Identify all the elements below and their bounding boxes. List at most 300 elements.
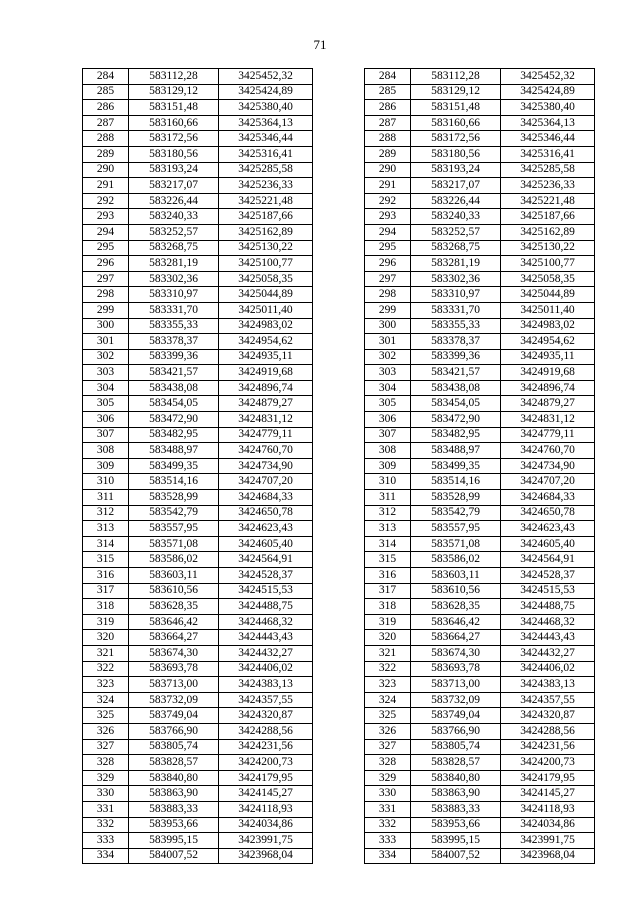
- right-point-number-cell: 322: [365, 661, 411, 677]
- left-y-coordinate-cell: 3425364,13: [219, 115, 313, 131]
- right-y-coordinate-cell: 3425346,44: [501, 131, 595, 147]
- right-y-coordinate-cell: 3424983,02: [501, 318, 595, 334]
- left-point-number-cell: 314: [83, 536, 129, 552]
- left-x-coordinate-cell: 583193,24: [129, 162, 219, 178]
- left-x-coordinate-cell: 583603,11: [129, 568, 219, 584]
- right-x-coordinate-cell: 583438,08: [411, 380, 501, 396]
- column-gap: [313, 801, 365, 817]
- left-y-coordinate-cell: 3424831,12: [219, 412, 313, 428]
- right-x-coordinate-cell: 583302,36: [411, 271, 501, 287]
- right-x-coordinate-cell: 583399,36: [411, 349, 501, 365]
- column-gap: [313, 521, 365, 537]
- table-row: [83, 287, 595, 303]
- left-x-coordinate-cell: 583112,28: [129, 69, 219, 85]
- table-row: [83, 630, 595, 646]
- right-y-coordinate-cell: 3425100,77: [501, 256, 595, 272]
- left-y-coordinate-cell: 3425011,40: [219, 302, 313, 318]
- left-y-coordinate-cell: 3424320,87: [219, 708, 313, 724]
- right-y-coordinate-cell: 3424919,68: [501, 365, 595, 381]
- left-point-number-cell: 286: [83, 100, 129, 116]
- left-y-coordinate-cell: 3424896,74: [219, 380, 313, 396]
- left-x-coordinate-cell: 584007,52: [129, 848, 219, 864]
- right-y-coordinate-cell: 3425044,89: [501, 287, 595, 303]
- left-point-number-cell: 291: [83, 178, 129, 194]
- left-y-coordinate-cell: 3424179,95: [219, 770, 313, 786]
- column-gap: [313, 302, 365, 318]
- column-gap: [313, 427, 365, 443]
- right-x-coordinate-cell: 583628,35: [411, 599, 501, 615]
- left-x-coordinate-cell: 583172,56: [129, 131, 219, 147]
- column-gap: [313, 536, 365, 552]
- left-point-number-cell: 300: [83, 318, 129, 334]
- left-y-coordinate-cell: 3425346,44: [219, 131, 313, 147]
- left-y-coordinate-cell: 3423968,04: [219, 848, 313, 864]
- right-point-number-cell: 314: [365, 536, 411, 552]
- table-row: [83, 318, 595, 334]
- column-gap: [313, 490, 365, 506]
- right-point-number-cell: 312: [365, 505, 411, 521]
- right-y-coordinate-cell: 3425162,89: [501, 224, 595, 240]
- left-x-coordinate-cell: 583268,75: [129, 240, 219, 256]
- right-point-number-cell: 323: [365, 677, 411, 693]
- left-point-number-cell: 321: [83, 645, 129, 661]
- left-x-coordinate-cell: 583310,97: [129, 287, 219, 303]
- left-y-coordinate-cell: 3424879,27: [219, 396, 313, 412]
- right-x-coordinate-cell: 583603,11: [411, 568, 501, 584]
- right-y-coordinate-cell: 3423991,75: [501, 833, 595, 849]
- table-row: [83, 162, 595, 178]
- column-gap: [313, 505, 365, 521]
- right-x-coordinate-cell: 583281,19: [411, 256, 501, 272]
- right-point-number-cell: 284: [365, 69, 411, 85]
- table-row: [83, 661, 595, 677]
- left-y-coordinate-cell: 3424734,90: [219, 458, 313, 474]
- column-gap: [313, 708, 365, 724]
- left-point-number-cell: 295: [83, 240, 129, 256]
- left-x-coordinate-cell: 583628,35: [129, 599, 219, 615]
- column-gap: [313, 162, 365, 178]
- right-point-number-cell: 306: [365, 412, 411, 428]
- right-point-number-cell: 296: [365, 256, 411, 272]
- table-row: [83, 412, 595, 428]
- left-x-coordinate-cell: 583355,33: [129, 318, 219, 334]
- left-y-coordinate-cell: 3425162,89: [219, 224, 313, 240]
- right-point-number-cell: 324: [365, 692, 411, 708]
- column-gap: [313, 271, 365, 287]
- right-x-coordinate-cell: 583482,95: [411, 427, 501, 443]
- left-point-number-cell: 333: [83, 833, 129, 849]
- left-point-number-cell: 322: [83, 661, 129, 677]
- right-x-coordinate-cell: 583112,28: [411, 69, 501, 85]
- left-x-coordinate-cell: 583378,37: [129, 334, 219, 350]
- table-row: [83, 240, 595, 256]
- left-point-number-cell: 288: [83, 131, 129, 147]
- right-point-number-cell: 325: [365, 708, 411, 724]
- right-point-number-cell: 300: [365, 318, 411, 334]
- left-x-coordinate-cell: 583646,42: [129, 614, 219, 630]
- column-gap: [313, 349, 365, 365]
- right-y-coordinate-cell: 3424760,70: [501, 443, 595, 459]
- right-x-coordinate-cell: 583499,35: [411, 458, 501, 474]
- left-x-coordinate-cell: 583281,19: [129, 256, 219, 272]
- right-x-coordinate-cell: 583828,57: [411, 755, 501, 771]
- table-row: [83, 84, 595, 100]
- left-x-coordinate-cell: 583217,07: [129, 178, 219, 194]
- table-row: [83, 302, 595, 318]
- left-x-coordinate-cell: 583472,90: [129, 412, 219, 428]
- left-x-coordinate-cell: 583421,57: [129, 365, 219, 381]
- left-point-number-cell: 315: [83, 552, 129, 568]
- right-point-number-cell: 298: [365, 287, 411, 303]
- column-gap: [313, 256, 365, 272]
- table-row: [83, 334, 595, 350]
- right-x-coordinate-cell: 583953,66: [411, 817, 501, 833]
- right-y-coordinate-cell: 3424650,78: [501, 505, 595, 521]
- column-gap: [313, 334, 365, 350]
- table-row: [83, 443, 595, 459]
- column-gap: [313, 614, 365, 630]
- right-point-number-cell: 299: [365, 302, 411, 318]
- left-point-number-cell: 297: [83, 271, 129, 287]
- table-row: [83, 614, 595, 630]
- right-x-coordinate-cell: 583252,57: [411, 224, 501, 240]
- right-x-coordinate-cell: 583268,75: [411, 240, 501, 256]
- left-x-coordinate-cell: 583840,80: [129, 770, 219, 786]
- left-y-coordinate-cell: 3425221,48: [219, 193, 313, 209]
- right-point-number-cell: 331: [365, 801, 411, 817]
- right-y-coordinate-cell: 3425364,13: [501, 115, 595, 131]
- right-y-coordinate-cell: 3424954,62: [501, 334, 595, 350]
- table-row: [83, 786, 595, 802]
- left-point-number-cell: 312: [83, 505, 129, 521]
- right-point-number-cell: 330: [365, 786, 411, 802]
- left-point-number-cell: 317: [83, 583, 129, 599]
- right-y-coordinate-cell: 3424231,56: [501, 739, 595, 755]
- right-x-coordinate-cell: 583454,05: [411, 396, 501, 412]
- column-gap: [313, 552, 365, 568]
- right-y-coordinate-cell: 3424443,43: [501, 630, 595, 646]
- left-y-coordinate-cell: 3425100,77: [219, 256, 313, 272]
- right-point-number-cell: 287: [365, 115, 411, 131]
- right-x-coordinate-cell: 583586,02: [411, 552, 501, 568]
- table-row: [83, 817, 595, 833]
- table-row: [83, 770, 595, 786]
- left-point-number-cell: 284: [83, 69, 129, 85]
- right-y-coordinate-cell: 3424200,73: [501, 755, 595, 771]
- left-y-coordinate-cell: 3424650,78: [219, 505, 313, 521]
- right-x-coordinate-cell: 583805,74: [411, 739, 501, 755]
- right-x-coordinate-cell: 583528,99: [411, 490, 501, 506]
- left-point-number-cell: 324: [83, 692, 129, 708]
- right-x-coordinate-cell: 583674,30: [411, 645, 501, 661]
- right-x-coordinate-cell: 583240,33: [411, 209, 501, 225]
- column-gap: [313, 287, 365, 303]
- table-row: [83, 521, 595, 537]
- right-point-number-cell: 313: [365, 521, 411, 537]
- right-point-number-cell: 318: [365, 599, 411, 615]
- right-y-coordinate-cell: 3424935,11: [501, 349, 595, 365]
- left-point-number-cell: 309: [83, 458, 129, 474]
- right-point-number-cell: 308: [365, 443, 411, 459]
- right-point-number-cell: 295: [365, 240, 411, 256]
- column-gap: [313, 677, 365, 693]
- left-x-coordinate-cell: 583766,90: [129, 723, 219, 739]
- table-row: [83, 848, 595, 864]
- right-y-coordinate-cell: 3424831,12: [501, 412, 595, 428]
- column-gap: [313, 100, 365, 116]
- right-point-number-cell: 307: [365, 427, 411, 443]
- right-y-coordinate-cell: 3424707,20: [501, 474, 595, 490]
- table-row: [83, 349, 595, 365]
- right-y-coordinate-cell: 3424383,13: [501, 677, 595, 693]
- right-x-coordinate-cell: 583160,66: [411, 115, 501, 131]
- right-y-coordinate-cell: 3425316,41: [501, 146, 595, 162]
- right-x-coordinate-cell: 583610,56: [411, 583, 501, 599]
- right-x-coordinate-cell: 583355,33: [411, 318, 501, 334]
- left-y-coordinate-cell: 3425044,89: [219, 287, 313, 303]
- column-gap: [313, 115, 365, 131]
- column-gap: [313, 786, 365, 802]
- column-gap: [313, 692, 365, 708]
- left-x-coordinate-cell: 583995,15: [129, 833, 219, 849]
- left-point-number-cell: 302: [83, 349, 129, 365]
- left-x-coordinate-cell: 583180,56: [129, 146, 219, 162]
- left-x-coordinate-cell: 583713,00: [129, 677, 219, 693]
- left-point-number-cell: 313: [83, 521, 129, 537]
- column-gap: [313, 131, 365, 147]
- left-y-coordinate-cell: 3424432,27: [219, 645, 313, 661]
- column-gap: [313, 817, 365, 833]
- right-y-coordinate-cell: 3424320,87: [501, 708, 595, 724]
- right-x-coordinate-cell: 583883,33: [411, 801, 501, 817]
- left-point-number-cell: 304: [83, 380, 129, 396]
- column-gap: [313, 458, 365, 474]
- right-y-coordinate-cell: 3424406,02: [501, 661, 595, 677]
- left-point-number-cell: 290: [83, 162, 129, 178]
- left-y-coordinate-cell: 3424383,13: [219, 677, 313, 693]
- right-y-coordinate-cell: 3424896,74: [501, 380, 595, 396]
- column-gap: [313, 365, 365, 381]
- left-point-number-cell: 329: [83, 770, 129, 786]
- left-point-number-cell: 316: [83, 568, 129, 584]
- right-x-coordinate-cell: 583995,15: [411, 833, 501, 849]
- left-x-coordinate-cell: 583151,48: [129, 100, 219, 116]
- right-y-coordinate-cell: 3425380,40: [501, 100, 595, 116]
- right-point-number-cell: 329: [365, 770, 411, 786]
- left-y-coordinate-cell: 3425187,66: [219, 209, 313, 225]
- right-y-coordinate-cell: 3424623,43: [501, 521, 595, 537]
- table-row: [83, 100, 595, 116]
- right-y-coordinate-cell: 3424488,75: [501, 599, 595, 615]
- right-x-coordinate-cell: 583840,80: [411, 770, 501, 786]
- right-x-coordinate-cell: 583172,56: [411, 131, 501, 147]
- left-x-coordinate-cell: 583129,12: [129, 84, 219, 100]
- right-point-number-cell: 333: [365, 833, 411, 849]
- table-row: [83, 69, 595, 85]
- right-y-coordinate-cell: 3423968,04: [501, 848, 595, 864]
- left-point-number-cell: 332: [83, 817, 129, 833]
- right-x-coordinate-cell: 583226,44: [411, 193, 501, 209]
- table-row: [83, 723, 595, 739]
- column-gap: [313, 568, 365, 584]
- right-y-coordinate-cell: 3425285,58: [501, 162, 595, 178]
- left-point-number-cell: 334: [83, 848, 129, 864]
- left-point-number-cell: 320: [83, 630, 129, 646]
- left-point-number-cell: 294: [83, 224, 129, 240]
- right-x-coordinate-cell: 583557,95: [411, 521, 501, 537]
- table-row: [83, 677, 595, 693]
- left-y-coordinate-cell: 3424231,56: [219, 739, 313, 755]
- left-y-coordinate-cell: 3423991,75: [219, 833, 313, 849]
- left-point-number-cell: 323: [83, 677, 129, 693]
- column-gap: [313, 755, 365, 771]
- left-x-coordinate-cell: 583528,99: [129, 490, 219, 506]
- right-y-coordinate-cell: 3424879,27: [501, 396, 595, 412]
- right-y-coordinate-cell: 3424605,40: [501, 536, 595, 552]
- left-point-number-cell: 298: [83, 287, 129, 303]
- right-point-number-cell: 328: [365, 755, 411, 771]
- left-point-number-cell: 296: [83, 256, 129, 272]
- left-point-number-cell: 293: [83, 209, 129, 225]
- right-x-coordinate-cell: 583331,70: [411, 302, 501, 318]
- coordinates-table: [82, 68, 595, 864]
- column-gap: [313, 630, 365, 646]
- column-gap: [313, 224, 365, 240]
- right-y-coordinate-cell: 3424357,55: [501, 692, 595, 708]
- right-point-number-cell: 327: [365, 739, 411, 755]
- right-point-number-cell: 334: [365, 848, 411, 864]
- table-row: [83, 131, 595, 147]
- left-x-coordinate-cell: 583805,74: [129, 739, 219, 755]
- table-row: [83, 396, 595, 412]
- left-y-coordinate-cell: 3424515,53: [219, 583, 313, 599]
- left-point-number-cell: 306: [83, 412, 129, 428]
- left-point-number-cell: 328: [83, 755, 129, 771]
- right-y-coordinate-cell: 3424432,27: [501, 645, 595, 661]
- right-x-coordinate-cell: 583421,57: [411, 365, 501, 381]
- left-point-number-cell: 318: [83, 599, 129, 615]
- left-x-coordinate-cell: 583883,33: [129, 801, 219, 817]
- table-row: [83, 552, 595, 568]
- table-row: [83, 271, 595, 287]
- column-gap: [313, 583, 365, 599]
- table-row: [83, 755, 595, 771]
- column-gap: [313, 833, 365, 849]
- right-y-coordinate-cell: 3424515,53: [501, 583, 595, 599]
- left-x-coordinate-cell: 583302,36: [129, 271, 219, 287]
- column-gap: [313, 599, 365, 615]
- column-gap: [313, 739, 365, 755]
- right-x-coordinate-cell: 583514,16: [411, 474, 501, 490]
- right-point-number-cell: 290: [365, 162, 411, 178]
- right-point-number-cell: 311: [365, 490, 411, 506]
- left-y-coordinate-cell: 3425316,41: [219, 146, 313, 162]
- left-point-number-cell: 308: [83, 443, 129, 459]
- right-y-coordinate-cell: 3424684,33: [501, 490, 595, 506]
- left-y-coordinate-cell: 3424564,91: [219, 552, 313, 568]
- table-row: [83, 490, 595, 506]
- left-y-coordinate-cell: 3425380,40: [219, 100, 313, 116]
- left-x-coordinate-cell: 583586,02: [129, 552, 219, 568]
- left-x-coordinate-cell: 583610,56: [129, 583, 219, 599]
- left-point-number-cell: 305: [83, 396, 129, 412]
- left-x-coordinate-cell: 583454,05: [129, 396, 219, 412]
- left-y-coordinate-cell: 3425424,89: [219, 84, 313, 100]
- left-y-coordinate-cell: 3424443,43: [219, 630, 313, 646]
- right-y-coordinate-cell: 3425221,48: [501, 193, 595, 209]
- column-gap: [313, 193, 365, 209]
- right-point-number-cell: 316: [365, 568, 411, 584]
- column-gap: [313, 84, 365, 100]
- right-x-coordinate-cell: 583749,04: [411, 708, 501, 724]
- right-point-number-cell: 286: [365, 100, 411, 116]
- table-row: [83, 256, 595, 272]
- right-x-coordinate-cell: 583378,37: [411, 334, 501, 350]
- left-x-coordinate-cell: 583331,70: [129, 302, 219, 318]
- right-point-number-cell: 317: [365, 583, 411, 599]
- left-y-coordinate-cell: 3424145,27: [219, 786, 313, 802]
- right-x-coordinate-cell: 583472,90: [411, 412, 501, 428]
- left-x-coordinate-cell: 583732,09: [129, 692, 219, 708]
- left-x-coordinate-cell: 583252,57: [129, 224, 219, 240]
- left-y-coordinate-cell: 3424779,11: [219, 427, 313, 443]
- left-y-coordinate-cell: 3424760,70: [219, 443, 313, 459]
- left-x-coordinate-cell: 583674,30: [129, 645, 219, 661]
- right-y-coordinate-cell: 3425187,66: [501, 209, 595, 225]
- right-x-coordinate-cell: 583713,00: [411, 677, 501, 693]
- right-point-number-cell: 320: [365, 630, 411, 646]
- left-x-coordinate-cell: 583664,27: [129, 630, 219, 646]
- left-x-coordinate-cell: 583557,95: [129, 521, 219, 537]
- left-y-coordinate-cell: 3424954,62: [219, 334, 313, 350]
- right-y-coordinate-cell: 3424288,56: [501, 723, 595, 739]
- right-point-number-cell: 332: [365, 817, 411, 833]
- left-y-coordinate-cell: 3424488,75: [219, 599, 313, 615]
- right-x-coordinate-cell: 583180,56: [411, 146, 501, 162]
- left-x-coordinate-cell: 583863,90: [129, 786, 219, 802]
- right-point-number-cell: 309: [365, 458, 411, 474]
- left-point-number-cell: 331: [83, 801, 129, 817]
- column-gap: [313, 661, 365, 677]
- column-gap: [313, 645, 365, 661]
- left-y-coordinate-cell: 3424623,43: [219, 521, 313, 537]
- column-gap: [313, 69, 365, 85]
- right-point-number-cell: 301: [365, 334, 411, 350]
- left-y-coordinate-cell: 3424200,73: [219, 755, 313, 771]
- right-point-number-cell: 315: [365, 552, 411, 568]
- right-point-number-cell: 288: [365, 131, 411, 147]
- column-gap: [313, 396, 365, 412]
- left-x-coordinate-cell: 583499,35: [129, 458, 219, 474]
- table-row: [83, 708, 595, 724]
- right-x-coordinate-cell: 583646,42: [411, 614, 501, 630]
- table-row: [83, 146, 595, 162]
- right-point-number-cell: 297: [365, 271, 411, 287]
- column-gap: [313, 848, 365, 864]
- column-gap: [313, 318, 365, 334]
- left-y-coordinate-cell: 3424935,11: [219, 349, 313, 365]
- right-point-number-cell: 293: [365, 209, 411, 225]
- right-x-coordinate-cell: 583129,12: [411, 84, 501, 100]
- left-point-number-cell: 319: [83, 614, 129, 630]
- left-point-number-cell: 327: [83, 739, 129, 755]
- right-x-coordinate-cell: 583664,27: [411, 630, 501, 646]
- right-point-number-cell: 294: [365, 224, 411, 240]
- right-y-coordinate-cell: 3424034,86: [501, 817, 595, 833]
- table-row: [83, 458, 595, 474]
- table-row: [83, 692, 595, 708]
- column-gap: [313, 146, 365, 162]
